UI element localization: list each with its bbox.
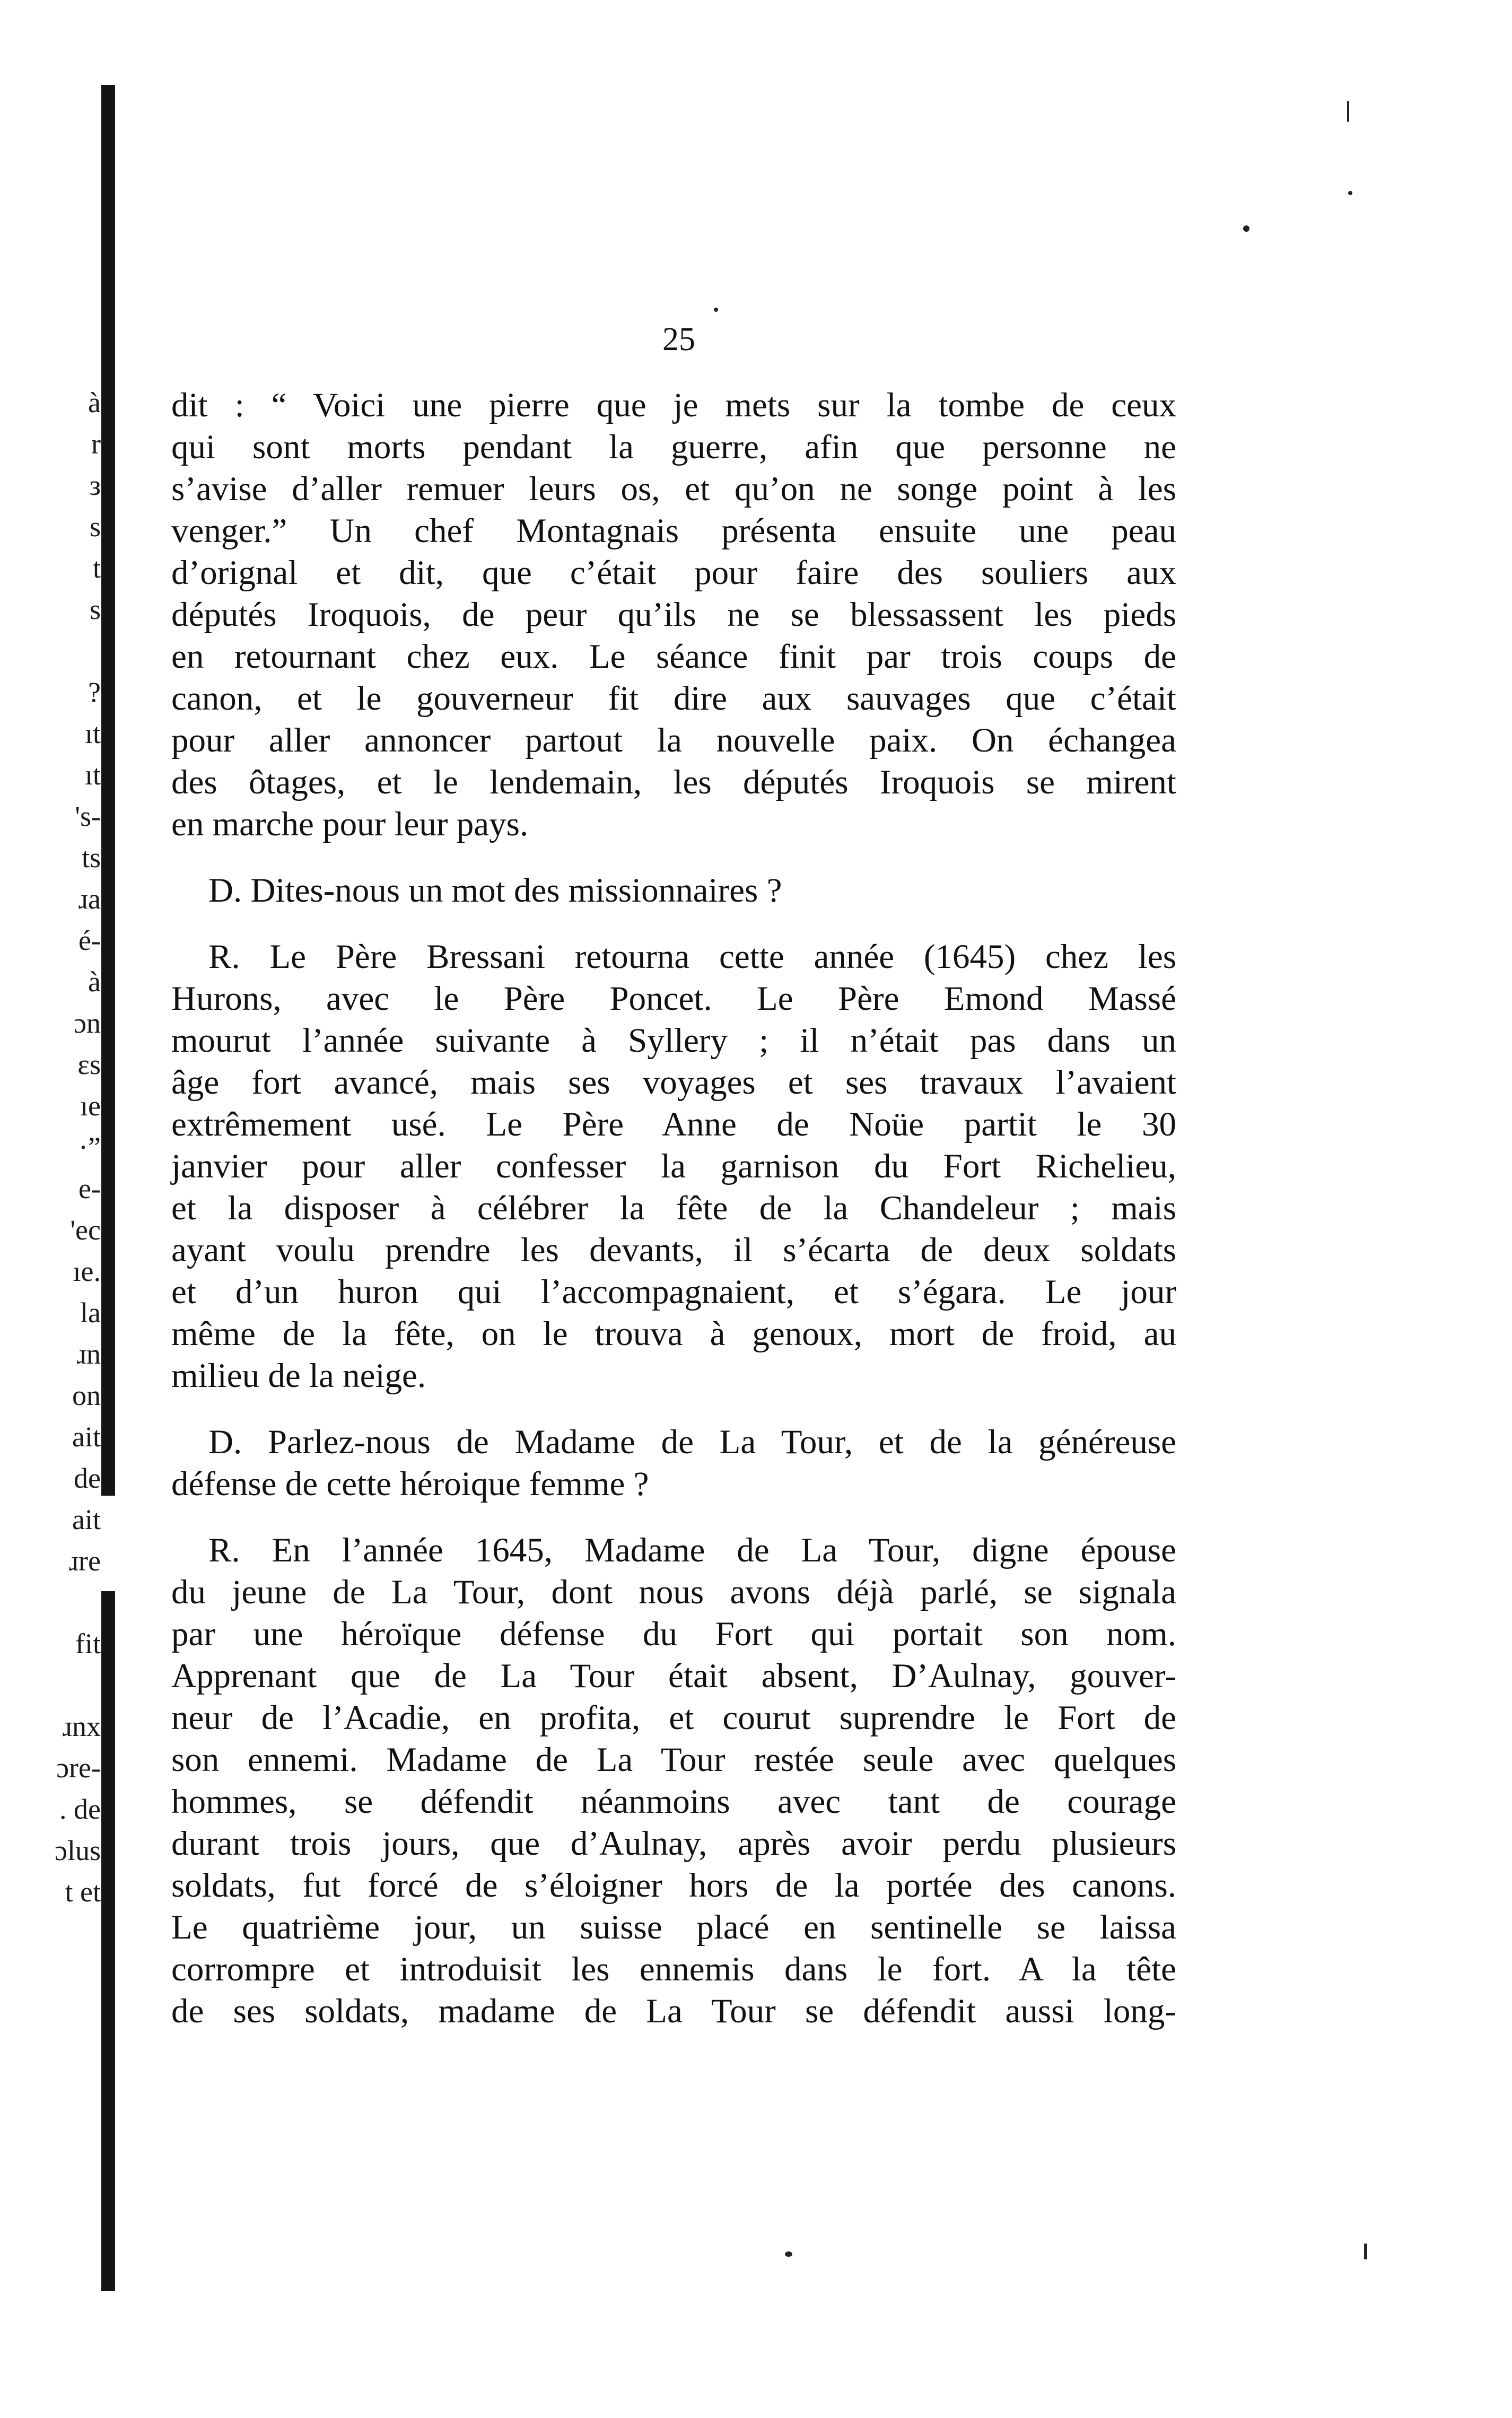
margin-fragment: s (89, 511, 101, 543)
text-line: R. En l’année 1645, Madame de La Tour, digne épouse (208, 1531, 1176, 1569)
margin-fragment: з (89, 469, 101, 501)
text-line: s’avise d’aller remuer leurs os, et qu’on ne songe point à les (171, 470, 1176, 508)
text-line: qui sont morts pendant la guerre, afin que personne ne (171, 428, 1176, 466)
print-speck (1364, 2244, 1367, 2259)
print-speck (1348, 191, 1352, 195)
text-line: soldats, fut forcé de s’éloigner hors de la portée des canons. (171, 1866, 1176, 1905)
text-line: en marche pour leur pays. (171, 805, 529, 843)
margin-fragment: ıt (84, 718, 101, 749)
margin-fragment: ait (72, 1504, 101, 1535)
text-line: et d’un huron qui l’accompagnaient, et s’égara. Le jour (171, 1273, 1176, 1311)
text-line: durant trois jours, que d’Aulnay, après avoir perdu plusieurs (171, 1825, 1176, 1863)
margin-fragment: r (91, 428, 101, 460)
margin-fragment: ɹn (77, 1338, 101, 1370)
text-line: âge fort avancé, mais ses voyages et ses travaux l’avaient (171, 1063, 1176, 1102)
answer-madame-de-la-tour (171, 1530, 1176, 2032)
margin-fragment: t et (65, 1876, 101, 1908)
margin-fragment: de (74, 1462, 101, 1494)
margin-fragment: ? (88, 676, 101, 708)
margin-fragment: ·” (78, 1131, 101, 1163)
margin-fragment: ɛs (77, 1049, 101, 1080)
margin-fragment: fit (75, 1628, 101, 1660)
margin-fragment: ıt (84, 759, 101, 791)
text-line: dit : “ Voici une pierre que je mets sur la tombe de ceux (171, 386, 1176, 424)
text-line: par une héroïque défense du Fort qui portait son nom. (171, 1615, 1176, 1653)
text-line: milieu de la neige. (171, 1357, 426, 1395)
text-line: canon, et le gouverneur fit dire aux sauvages que c’était (171, 679, 1176, 718)
text-line: pour aller annoncer partout la nouvelle paix. On échangea (171, 721, 1176, 760)
margin-fragment: ɔn (74, 1007, 101, 1039)
margin-fragment: 's- (75, 800, 101, 832)
margin-fragment: . de (59, 1793, 101, 1825)
text-line: ayant voulu prendre les devants, il s’écarta de deux soldats (171, 1231, 1176, 1269)
margin-fragment: la (80, 1297, 101, 1329)
margin-fragment: s (89, 593, 101, 625)
print-speck (1347, 101, 1349, 122)
adjacent-page-fragments (21, 382, 101, 1913)
margin-fragment: ɔlus (55, 1835, 101, 1866)
text-line: de ses soldats, madame de La Tour se défendit aussi long- (171, 1992, 1176, 2030)
text-line: en retournant chez eux. Le séance finit par trois coups de (171, 638, 1176, 676)
text-line: extrêmement usé. Le Père Anne de Noüe partit le 30 (171, 1105, 1176, 1143)
margin-fragment: ıe (80, 1090, 101, 1122)
page-number: 25 (662, 321, 695, 357)
text-line: son ennemi. Madame de La Tour restée seule avec quelques (171, 1741, 1176, 1779)
margin-fragment: ait (72, 1421, 101, 1453)
text-line: Hurons, avec le Père Poncet. Le Père Emond Massé (171, 980, 1176, 1018)
text-line: défense de cette héroique femme ? (171, 1465, 649, 1503)
page-body (171, 385, 1176, 2032)
text-line: D. Parlez-nous de Madame de La Tour, et de la généreuse (208, 1423, 1176, 1461)
margin-fragment: on (72, 1380, 101, 1411)
margin-fragment: t (92, 552, 101, 584)
margin-fragment: ɹnx (63, 1710, 101, 1742)
text-line: d’orignal et dit, que c’était pour faire des souliers aux (171, 554, 1176, 592)
text-line: hommes, se défendit néanmoins avec tant de courage (171, 1783, 1176, 1821)
print-speck (1243, 225, 1249, 232)
margin-fragment: ıe. (73, 1255, 101, 1287)
text-line: même de la fête, on le trouva à genoux, mort de froid, au (171, 1315, 1176, 1353)
text-line: Apprenant que de La Tour était absent, D’Aulnay, gouver- (171, 1657, 1176, 1695)
print-speck (785, 2251, 792, 2257)
text-line: venger.” Un chef Montagnais présenta ensuite une peau (171, 512, 1176, 550)
text-line: R. Le Père Bressani retourna cette année (1645) chez les (208, 938, 1176, 976)
answer-missionaries (171, 936, 1176, 1397)
question-missionaries (171, 870, 1176, 912)
text-line: et la disposer à célébrer la fête de la Chandeleur ; mais (171, 1189, 1176, 1227)
print-speck (714, 308, 718, 312)
binding-edge-gap (101, 1496, 115, 1591)
margin-fragment: ts (81, 842, 101, 874)
question-madame-de-la-tour (171, 1421, 1176, 1505)
text-line: corrompre et introduisit les ennemis dans le fort. A la tête (171, 1950, 1176, 1988)
binding-edge-shadow (101, 85, 115, 2291)
text-line: Le quatrième jour, un suisse placé en sentinelle se laissa (171, 1908, 1176, 1946)
margin-fragment: é- (78, 924, 101, 956)
margin-fragment: à (88, 387, 101, 418)
text-line: neur de l’Acadie, en profita, et courut suprendre le Fort de (171, 1699, 1176, 1737)
text-line: D. Dites-nous un mot des missionnaires ? (208, 871, 782, 910)
text-line: janvier pour aller confesser la garnison du Fort Richelieu, (171, 1147, 1176, 1185)
margin-fragment: ɔre- (56, 1752, 101, 1784)
margin-fragment: ɹre (69, 1545, 101, 1577)
text-line: députés Iroquois, de peur qu’ils ne se blessassent les pieds (171, 596, 1176, 634)
margin-fragment: à (88, 966, 101, 998)
paragraph-treaty-speech (171, 385, 1176, 845)
text-line: du jeune de La Tour, dont nous avons déjà parlé, se signala (171, 1573, 1176, 1611)
margin-fragment: e- (78, 1173, 101, 1204)
text-line: mourut l’année suivante à Syllery ; il n’était pas dans un (171, 1022, 1176, 1060)
text-line: des ôtages, et le lendemain, les députés Iroquois se mirent (171, 763, 1176, 801)
margin-fragment: 'ec (70, 1214, 101, 1246)
margin-fragment: ɹa (78, 883, 101, 915)
